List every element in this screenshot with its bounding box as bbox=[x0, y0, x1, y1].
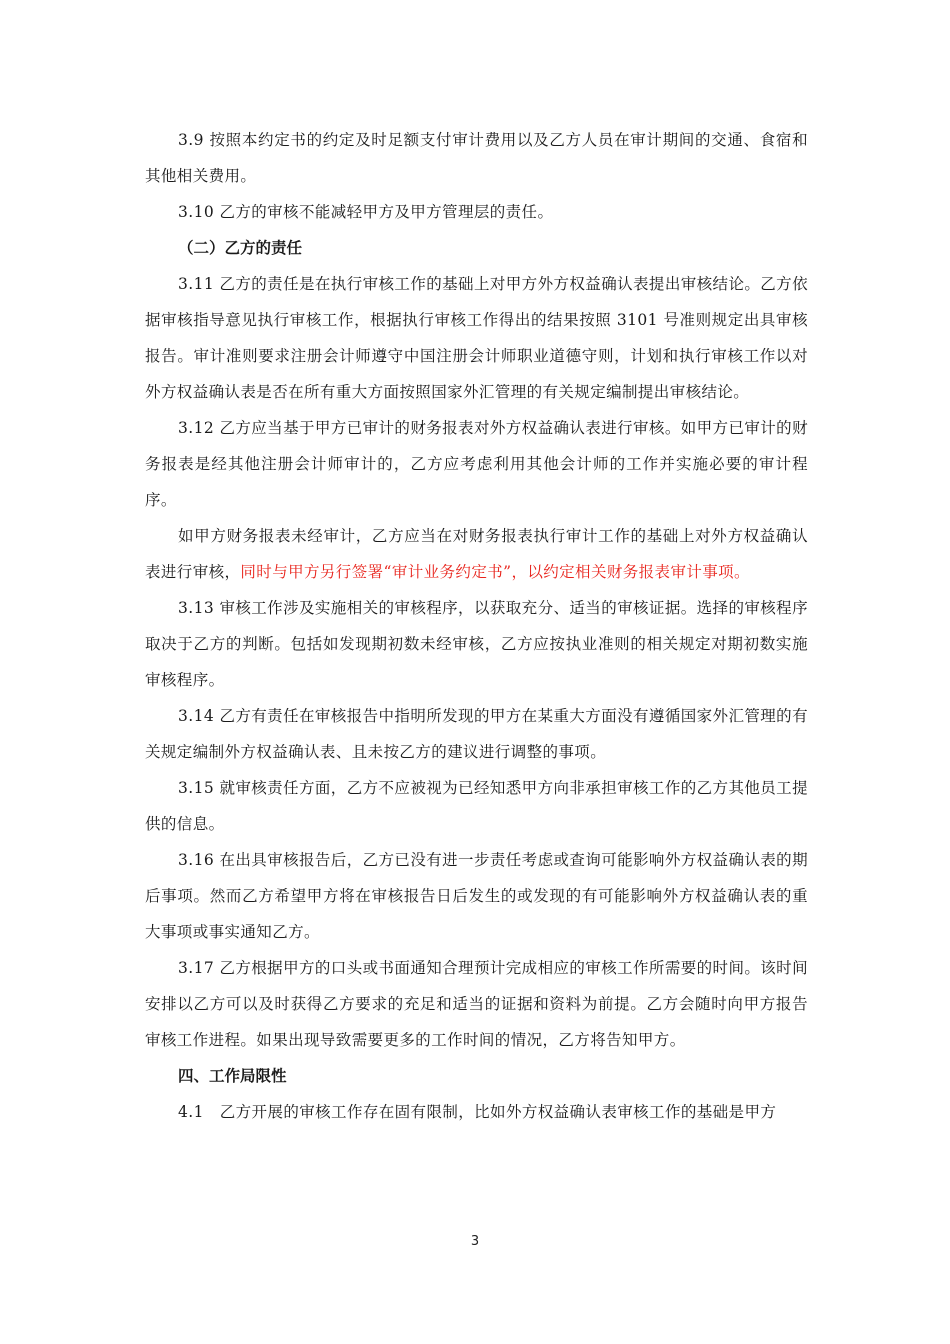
section-heading-work-limitations: 四、工作局限性 bbox=[178, 1067, 287, 1085]
highlighted-text: 同时与甲方另行签署“审计业务约定书”，以约定相关财务报表审计事项。 bbox=[240, 563, 750, 581]
paragraph-3-15: 3.15 就审核责任方面，乙方不应被视为已经知悉甲方向非承担审核工作的乙方其他员工提供的信息。 bbox=[145, 779, 808, 833]
document-body bbox=[145, 122, 808, 1130]
paragraph-3-16: 3.16 在出具审核报告后，乙方已没有进一步责任考虑或查询可能影响外方权益确认表的期后事项。然而乙方希望甲方将在审核报告日后发生的或发现的有可能影响外方权益确认表的重大事项或事实通知乙方。 bbox=[145, 851, 808, 941]
paragraph-3-14: 3.14 乙方有责任在审核报告中指明所发现的甲方在某重大方面没有遵循国家外汇管理的有关规定编制外方权益确认表、且未按乙方的建议进行调整的事项。 bbox=[145, 707, 808, 761]
paragraph-4-1: 4.1 乙方开展的审核工作存在固有限制，比如外方权益确认表审核工作的基础是甲方 bbox=[178, 1103, 777, 1121]
paragraph-3-10: 3.10 乙方的审核不能减轻甲方及甲方管理层的责任。 bbox=[178, 203, 554, 221]
paragraph-3-9: 3.9 按照本约定书的约定及时足额支付审计费用以及乙方人员在审计期间的交通、食宿和其他相关费用。 bbox=[145, 131, 808, 185]
paragraph-text: 如甲方财务报表未经审计，乙方应当在对财务报表执行审计工作的基础上对外方权益确认表进行审核， bbox=[145, 527, 808, 581]
paragraph-3-17: 3.17 乙方根据甲方的口头或书面通知合理预计完成相应的审核工作所需要的时间。该时间安排以乙方可以及时获得乙方要求的充足和适当的证据和资料为前提。乙方会随时向甲方报告审核工作进程。如果出现导致需要更多的工作时间的情况，乙方将告知甲方。 bbox=[145, 959, 808, 1049]
paragraph-3-12-unaudited bbox=[145, 518, 808, 590]
page-number: 3 bbox=[470, 1234, 480, 1249]
paragraph-3-11: 3.11 乙方的责任是在执行审核工作的基础上对甲方外方权益确认表提出审核结论。乙方依据审核指导意见执行审核工作，根据执行审核工作得出的结果按照 3101 号准则规定出具审核报告。审计准则要求注册会计师遵守中国注册会计师职业道德守则，计划和执行审核工作以对外方权益确认表是否在所有重大方面按照国家外汇管理的有关规定编制提出审核结论。 bbox=[145, 275, 808, 401]
paragraph-3-12: 3.12 乙方应当基于甲方已审计的财务报表对外方权益确认表进行审核。如甲方已审计的财务报表是经其他注册会计师审计的，乙方应考虑利用其他会计师的工作并实施必要的审计程序。 bbox=[145, 419, 808, 509]
paragraph-3-13: 3.13 审核工作涉及实施相关的审核程序，以获取充分、适当的审核证据。选择的审核程序取决于乙方的判断。包括如发现期初数未经审核，乙方应按执业准则的相关规定对期初数实施审核程序。 bbox=[145, 599, 808, 689]
section-heading-party-b-responsibility: （二）乙方的责任 bbox=[178, 239, 303, 257]
